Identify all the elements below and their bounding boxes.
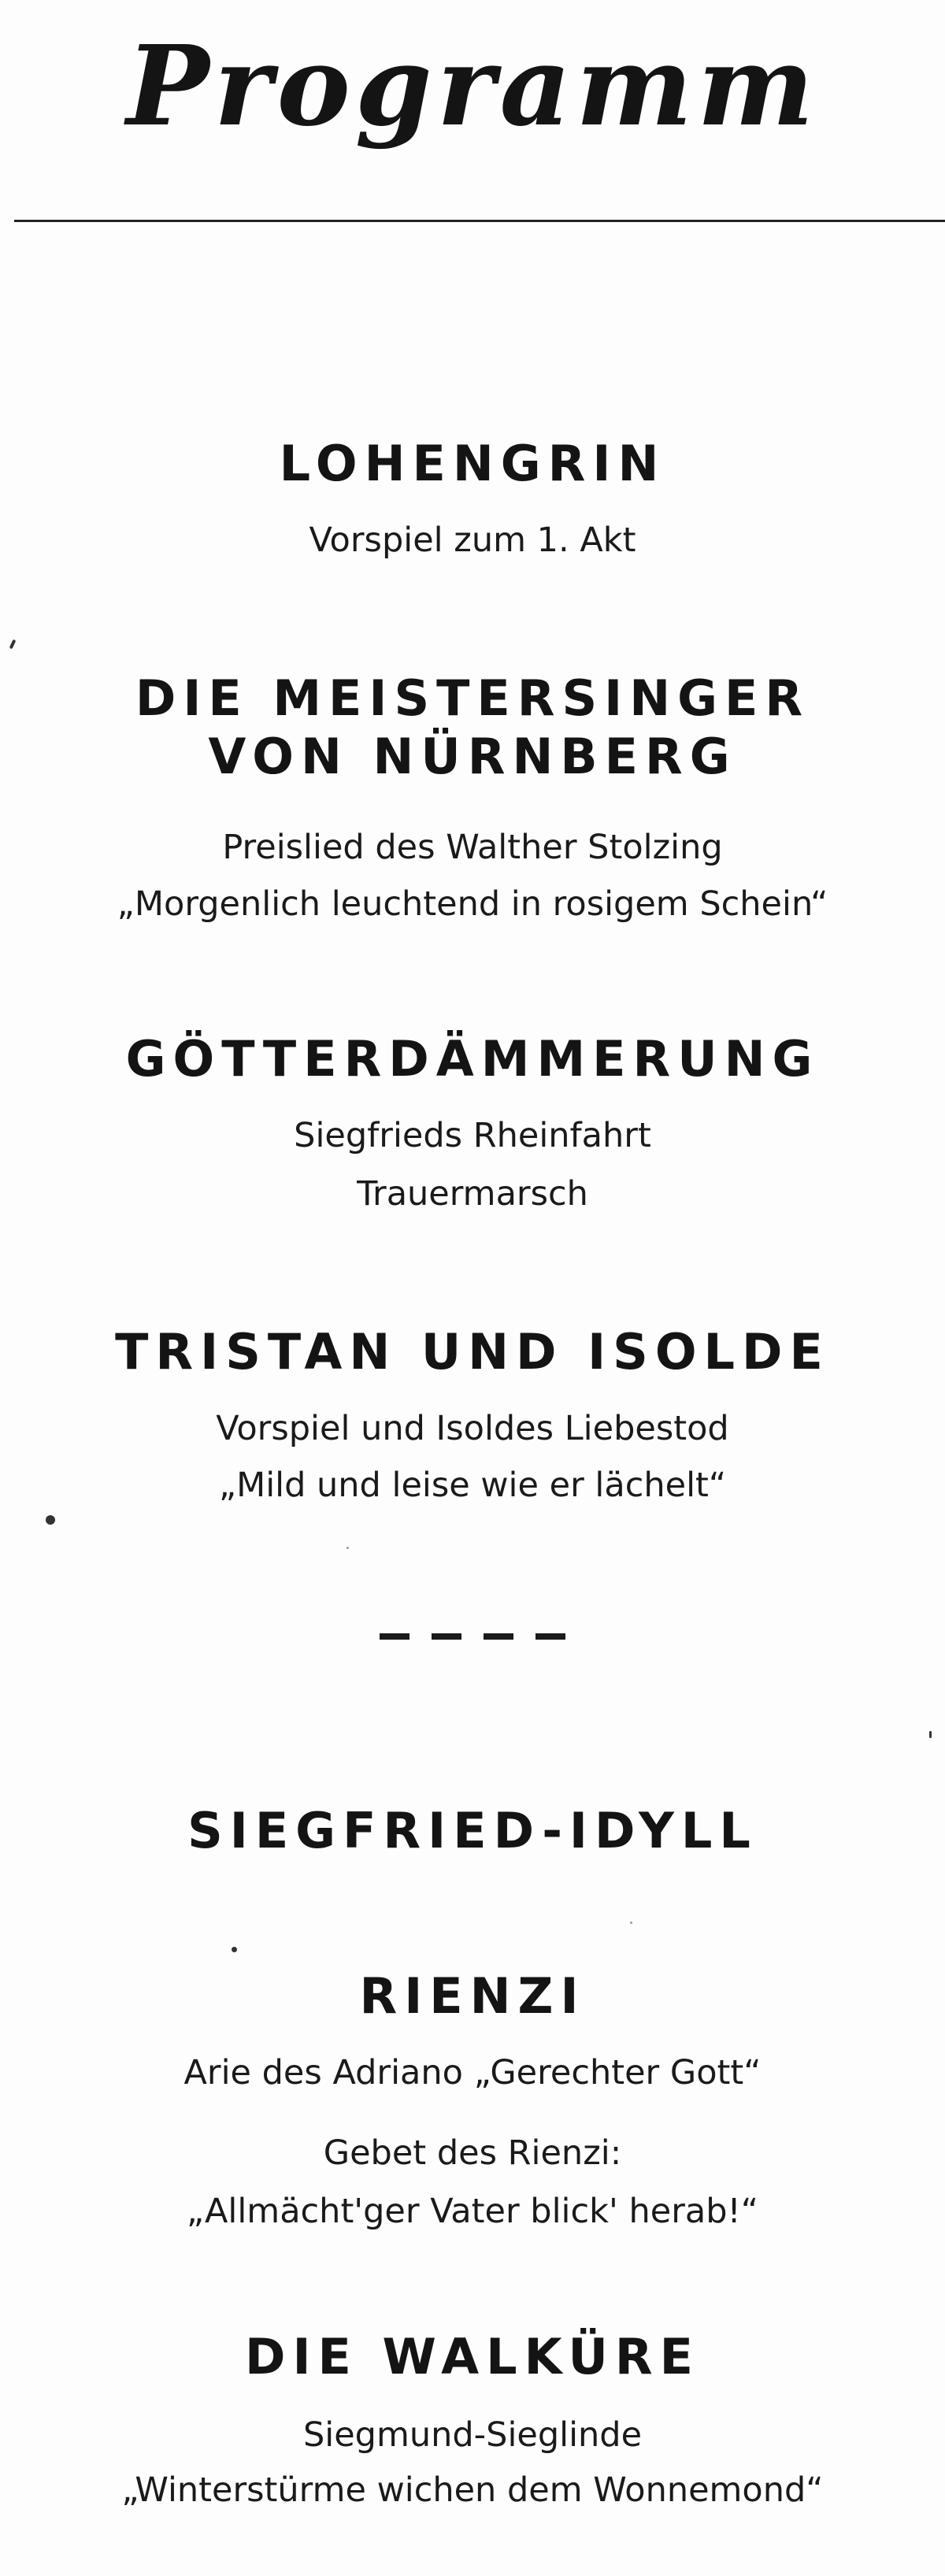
separator-dash xyxy=(380,1633,410,1640)
separator-dash xyxy=(432,1633,461,1640)
section-heading-walkuere: DIE WALKÜRE xyxy=(245,2328,700,2385)
scan-speck xyxy=(46,1515,55,1525)
section-heading-tristan: TRISTAN UND ISOLDE xyxy=(115,1323,830,1381)
section-heading-siegfried-idyll: SIEGFRIED-IDYLL xyxy=(187,1802,758,1859)
scan-speck xyxy=(630,1922,632,1924)
section-heading-rienzi: RIENZI xyxy=(359,1967,586,2025)
separator-dash xyxy=(536,1633,565,1640)
scan-speck xyxy=(346,1547,349,1549)
scan-speck xyxy=(232,1947,237,1952)
section-line: Vorspiel und Isoldes Liebestod xyxy=(216,1409,729,1448)
section-heading-goetterdaemmerung: GÖTTERDÄMMERUNG xyxy=(125,1030,820,1088)
section-line: Trauermarsch xyxy=(357,1174,588,1214)
section-line: „Mild und leise wie er lächelt“ xyxy=(218,1466,727,1505)
section-line: Siegmund-Sieglinde xyxy=(302,2415,643,2455)
section-line: Preislied des Walther Stolzing xyxy=(222,828,723,867)
section-line: „Winterstürme wichen dem Wonnemond“ xyxy=(121,2470,824,2510)
title-divider xyxy=(14,220,945,222)
section-heading-meistersinger-line2: VON NÜRNBERG xyxy=(208,728,737,785)
scan-speck xyxy=(9,639,17,650)
page-title: Programm xyxy=(126,22,819,151)
section-line: „Allmächt'ger Vater blick' herab!“ xyxy=(186,2192,759,2231)
separator-dash xyxy=(484,1633,513,1640)
section-heading-lohengrin: LOHENGRIN xyxy=(279,435,666,492)
scan-speck xyxy=(929,1731,932,1738)
section-line: Gebet des Rienzi: xyxy=(323,2133,622,2173)
section-line: Arie des Adriano „Gerechter Gott“ xyxy=(183,2053,762,2092)
section-line: Vorspiel zum 1. Akt xyxy=(309,521,636,560)
section-line: „Morgenlich leuchtend in rosigem Schein“ xyxy=(117,884,828,924)
section-line: Siegfrieds Rheinfahrt xyxy=(294,1116,651,1155)
section-heading-meistersinger-line1: DIE MEISTERSINGER xyxy=(135,669,810,727)
section-separator xyxy=(0,1633,945,1640)
